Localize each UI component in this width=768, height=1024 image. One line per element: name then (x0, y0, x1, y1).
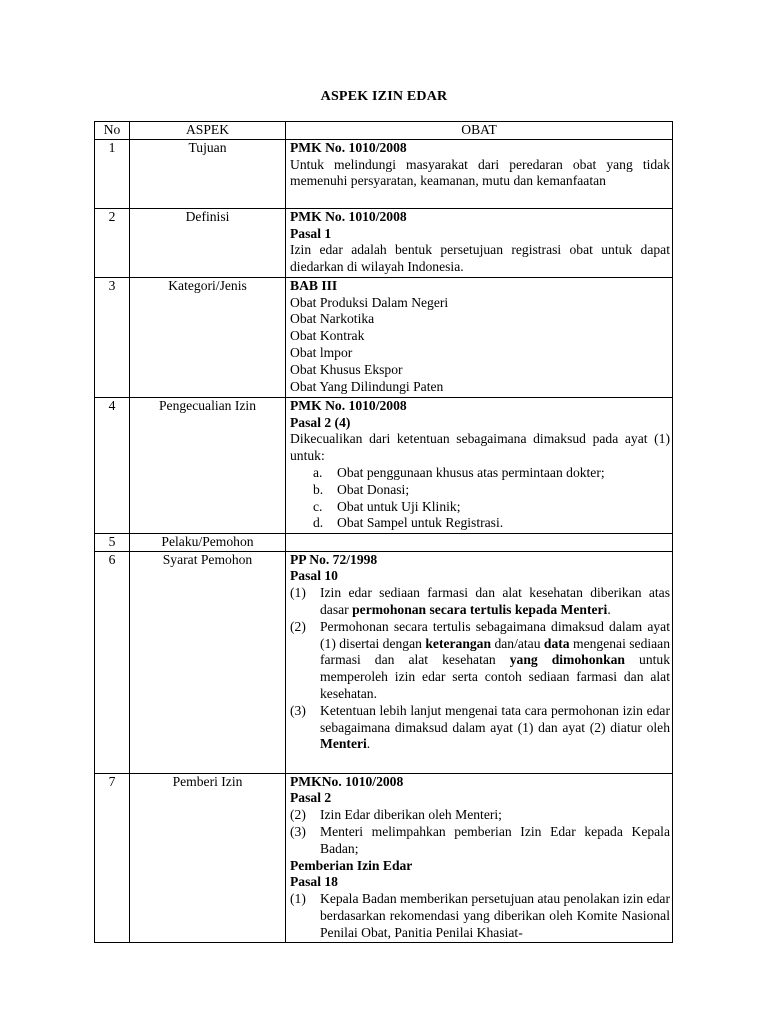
regulation-reference: PMK No. 1010/2008 (290, 139, 407, 155)
row-text: Dikecualikan dari ketentuan sebagaimana dimaksud pada ayat (1) untuk: (290, 431, 670, 464)
row-obat (286, 773, 673, 942)
row-aspek: Pelaku/Pemohon (130, 533, 286, 551)
exception-list (290, 465, 670, 532)
list-item (290, 465, 670, 482)
list-marker: (3) (290, 702, 306, 718)
emphasis-text: yang dimohonkan (509, 652, 625, 668)
list-item-text: Kepala Badan memberikan persetujuan atau penolakan izin edar berdasarkan rekomendasi yang diberikan oleh Komite Nasional Penilai Obat, Panitia Penilai Khasiat- (320, 891, 670, 940)
list-item-text: dan/atau (491, 635, 544, 651)
regulation-reference: PMK No. 1010/2008 (290, 208, 407, 224)
regulation-reference: PMK No. 1010/2008 (290, 397, 407, 413)
table-row (95, 277, 673, 397)
row-number: 3 (95, 277, 130, 397)
requirement-list (290, 585, 670, 753)
row-obat (286, 139, 673, 208)
table-row (95, 397, 673, 533)
category-item: Obat Yang Dilindungi Paten (290, 378, 444, 394)
row-number: 5 (95, 533, 130, 551)
table-row (95, 773, 673, 942)
pasal-heading: Pasal 18 (290, 874, 338, 890)
list-item-text: Permohonan secara tertulis sebagaimana dimaksud dalam ayat (1) disertai dengan (320, 618, 670, 651)
row-text: Izin edar adalah bentuk persetujuan registrasi obat untuk dapat diedarkan di wilayah Indonesia. (290, 242, 670, 275)
regulation-reference: PP No. 72/1998 (290, 551, 378, 567)
list-marker: d. (313, 515, 324, 531)
list-marker: (2) (290, 618, 306, 634)
list-item-text: Menteri melimpahkan pemberian Izin Edar kepada Kepala Badan; (320, 823, 670, 856)
row-aspek: Definisi (130, 208, 286, 277)
pasal-heading: Pasal 1 (290, 225, 332, 241)
list-item (290, 824, 670, 858)
list-item (290, 703, 670, 753)
list-item-text: Ketentuan lebih lanjut mengenai tata cara permohonan izin edar sebagaimana dimaksud dalam ayat (1) dan ayat (2) diatur oleh (320, 702, 670, 735)
list-item-text: . (366, 736, 371, 752)
row-number: 6 (95, 551, 130, 773)
row-number: 7 (95, 773, 130, 942)
row-aspek: Pemberi Izin (130, 773, 286, 942)
row-number: 1 (95, 139, 130, 208)
row-number: 4 (95, 397, 130, 533)
approval-list (290, 891, 670, 941)
category-item: Obat Narkotika (290, 311, 375, 327)
document-title: ASPEK IZIN EDAR (320, 89, 448, 104)
table-row (95, 208, 673, 277)
regulation-reference: PMKNo. 1010/2008 (290, 773, 404, 789)
list-marker: (1) (290, 891, 306, 907)
header-obat: OBAT (286, 122, 673, 140)
row-obat (286, 277, 673, 397)
list-marker: a. (313, 464, 323, 480)
table-header-row (95, 122, 673, 140)
list-item (290, 515, 670, 532)
list-item-text: . (607, 601, 611, 617)
list-item-text: Obat untuk Uji Klinik; (337, 498, 461, 514)
header-no: No (95, 122, 130, 140)
pasal-heading: Pasal 2 (290, 790, 332, 806)
row-obat (286, 533, 673, 551)
row-text: Untuk melindungi masyarakat dari peredaran obat yang tidak memenuhi persyaratan, keamanan, mutu dan kemanfaatan (290, 156, 670, 189)
list-marker: (1) (290, 585, 306, 601)
row-obat (286, 397, 673, 533)
list-item-text: Izin Edar diberikan oleh Menteri; (320, 807, 502, 823)
list-item (290, 482, 670, 499)
table-row (95, 533, 673, 551)
list-item-text: mengenai sediaan farmasi dan alat kesehatan (320, 635, 671, 668)
table-row (95, 139, 673, 208)
category-item: Obat Khusus Ekspor (290, 361, 403, 377)
emphasis-text: keterangan (425, 635, 492, 651)
issuer-list (290, 807, 670, 857)
list-item (290, 585, 670, 619)
category-item: Obat Kontrak (290, 328, 365, 344)
list-item (290, 807, 670, 824)
emphasis-text: data (543, 635, 570, 651)
list-item-text: Obat Donasi; (337, 481, 410, 497)
list-item-text: Izin edar sediaan farmasi dan alat kesehatan diberikan atas dasar (320, 585, 670, 617)
section-heading: Pemberian Izin Edar (290, 857, 413, 873)
row-obat (286, 208, 673, 277)
pasal-heading: Pasal 2 (4) (290, 414, 351, 430)
table-row (95, 551, 673, 773)
list-marker: (2) (290, 807, 306, 823)
row-aspek: Syarat Pemohon (130, 551, 286, 773)
emphasis-text: Menteri (320, 736, 367, 752)
pasal-heading: Pasal 10 (290, 568, 338, 584)
category-item: Obat lmpor (290, 344, 353, 360)
row-aspek: Kategori/Jenis (130, 277, 286, 397)
header-aspek: ASPEK (130, 122, 286, 140)
list-item (290, 619, 670, 703)
list-marker: b. (313, 481, 324, 497)
category-item: Obat Produksi Dalam Negeri (290, 294, 449, 310)
list-marker: c. (313, 498, 323, 514)
list-item (290, 499, 670, 516)
chapter-heading: BAB III (290, 277, 338, 293)
emphasis-text: permohonan secara tertulis kepada Menteri (352, 601, 608, 617)
row-aspek: Pengecualian Izin (130, 397, 286, 533)
row-obat (286, 551, 673, 773)
list-item-text: untuk memperoleh izin edar serta contoh sediaan farmasi dan alat kesehatan. (320, 652, 670, 701)
list-item (290, 891, 670, 941)
list-item-text: Obat Sampel untuk Registrasi. (337, 515, 504, 531)
row-number: 2 (95, 208, 130, 277)
list-marker: (3) (290, 823, 306, 839)
row-aspek: Tujuan (130, 139, 286, 208)
aspek-izin-edar-table (94, 121, 673, 943)
list-item-text: Obat penggunaan khusus atas permintaan dokter; (337, 464, 605, 480)
